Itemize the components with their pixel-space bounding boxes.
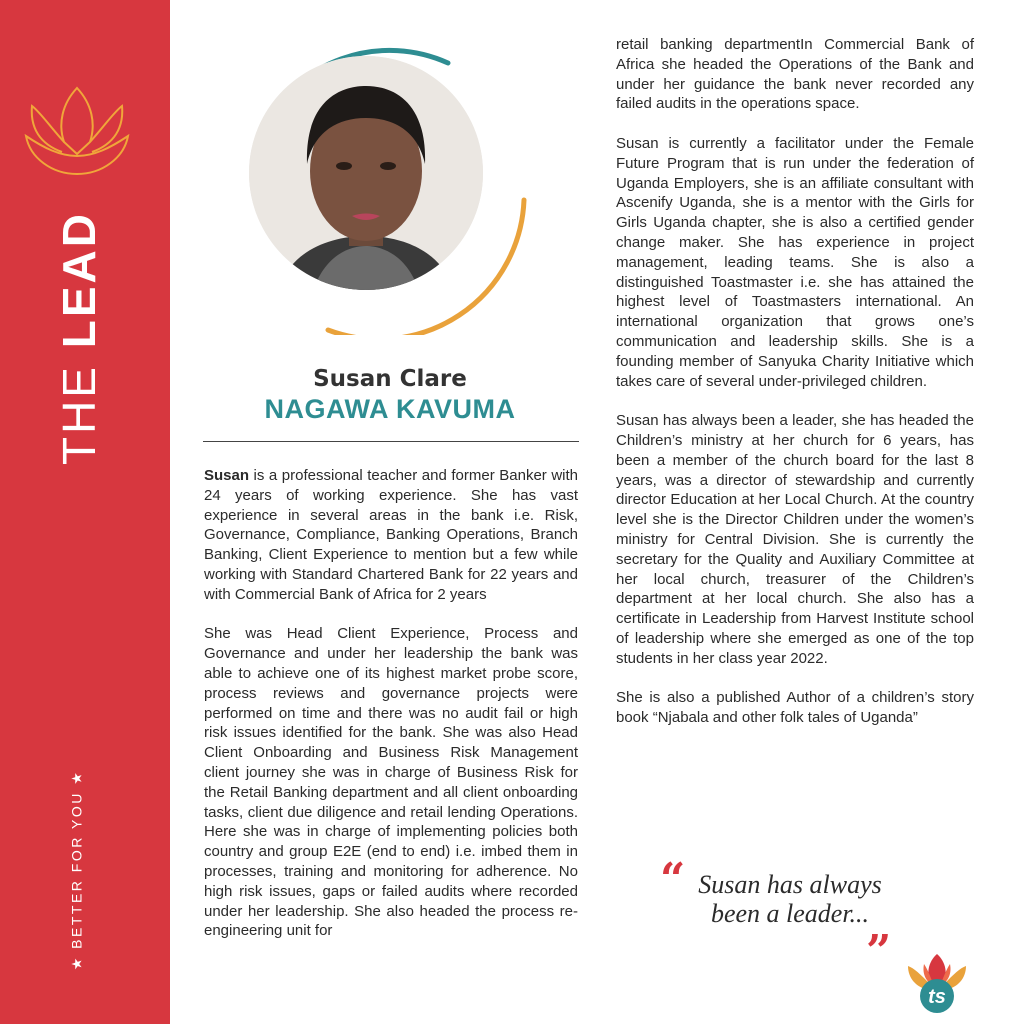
quote-close-mark: ” [866,926,892,977]
bio-paragraph-6: She is also a published Author of a children’s story book “Njabala and other folk tales of Uganda” [616,689,974,727]
bio-lead-name: Susan [204,467,250,484]
brand-logo-text: ts [928,986,946,1008]
bio-paragraph-5: Susan has always been a leader, she has headed the Children’s ministry at her church for 6 years, has been a member of the church board for the last 8 years, was a director of stewardship and currently director Education at her Local Church. At the country level she is the Director Children under the women’s ministry for Central Division. She is currently the secretary for the Quality and Auxiliary Committee at her local church, treasurer of the Children’s department at her local church. She also has a certificate in Leadership from Harvest Institute school of leadership where she emerged as one of the top students in her class year 2022. [616,412,974,667]
bio-column-left [204,466,578,961]
profile-photo-frame [240,40,530,335]
brand-logo [904,948,970,1014]
bio-paragraph-1 [204,466,578,605]
pull-quote: Susan has always been a leader... [698,870,882,928]
lotus-icon [18,80,136,180]
section-title [52,211,106,465]
quote-open-mark: “ [660,854,686,905]
sidebar [0,0,170,1024]
tagline: ★ BETTER FOR YOU ★ [68,769,85,971]
bio-column-right [616,35,974,748]
section-title-bold: LEAD [53,210,105,349]
bio-paragraph-3: retail banking departmentIn Commercial Bank of Africa she headed the Operations of the Bank and under her guidance the bank never recorded any failed audits in the operations space. [616,36,974,113]
section-title-light: THE [53,364,105,466]
profile-photo [249,56,483,290]
profile-first-names: Susan Clare [313,366,467,392]
bio-paragraph-1-text: is a professional teacher and former Banker with 24 years of working experience. She has vast experience in several areas in the bank i.e. Risk, Governance, Compliance, Banking Operations, Branch Banking, Client Experience to mention but a few while working with Standard Chartered Bank for 22 years and with Commercial Bank of Africa for 2 years [204,467,578,603]
profile-surnames: NAGAWA KAVUMA [264,394,516,424]
divider [203,441,579,442]
bio-paragraph-4: Susan is currently a facilitator under the Female Future Program that is run under the federation of Uganda Employers, she is an affiliate consultant with Ascenify Uganda, she is a mentor with the Girls for Girls Uganda chapter, she is also a certified gender change maker. She has experience in project management, leading teams. She is also a distinguished Toastmaster i.e. she has attained the highest level of Toastmasters international. An international organization that grows one’s communication and leadership skills. She is a founding member of Sanyuka Charity Initiative which takes care of several under-privileged children. [616,134,974,390]
bio-paragraph-2: She was Head Client Experience, Process and Governance and under her leadership the bank was able to achieve one of its highest market probe score, process reviews and governance projects were performed on time and there was no audit fail or high risk issues identified for the bank. She was also Head Client Onboarding and Business Risk Management client journey she was in charge of Business Risk for the Retail Banking department and all client onboarding tasks, client due diligence and retail lending Operations. Here she was in charge of implementing policies both country and group E2E (end to end) i.e. imbed them in processes, training and monitoring for adherence. No high risk issues, gaps or failed audits where recorded under her leadership. She also headed the process re-engineering unit for [204,625,578,940]
